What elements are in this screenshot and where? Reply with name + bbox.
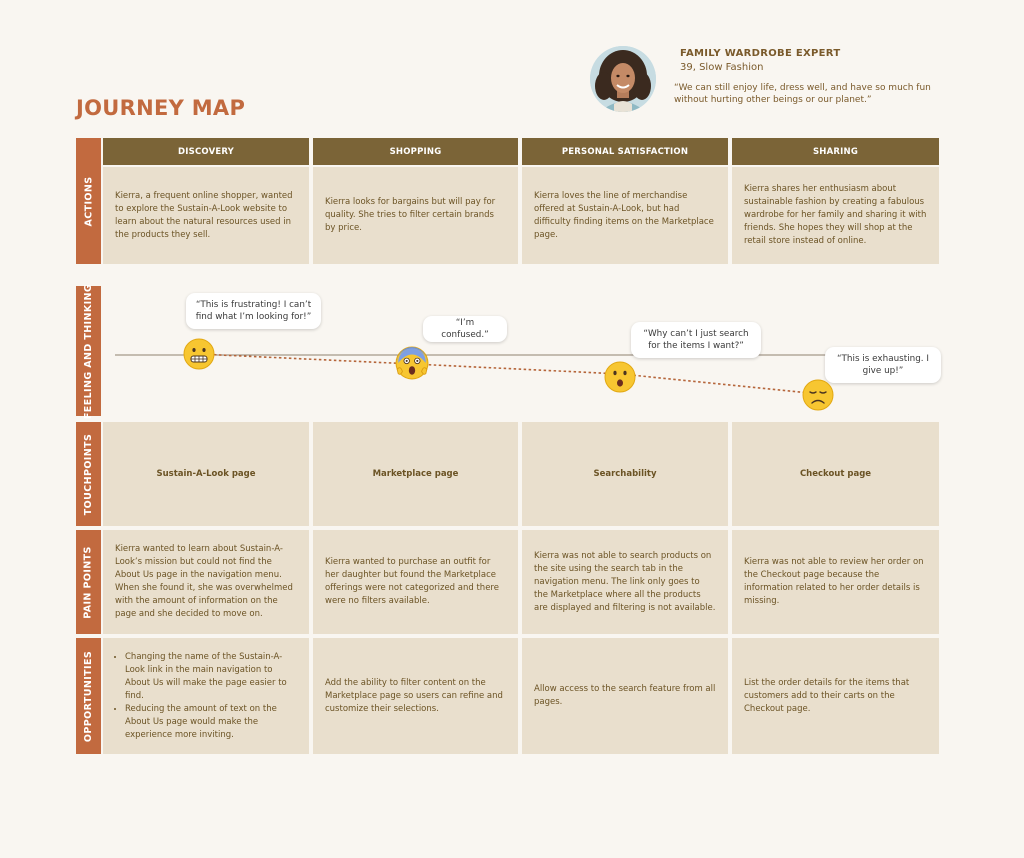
action-discovery: Kierra, a frequent online shopper, wanted to explore the Sustain-A-Look website to learn about the natural resources used in the products they sell.	[103, 167, 309, 264]
touchpoint-sharing: Checkout page	[732, 422, 939, 526]
row-label-feeling: FEELING AND THINKING	[76, 286, 101, 416]
pain-point-satisfaction: Kierra was not able to search products on the site using the search tab in the navigation menu. The link only goes to the Marketplace where all the products are displayed and filtering is not available.	[522, 530, 728, 634]
feeling-bubble-sharing: “This is exhausting. I give up!”	[825, 347, 941, 383]
action-shopping: Kierra looks for bargains but will pay for quality. She tries to filter certain brands by price.	[313, 167, 518, 264]
surprised-face-icon	[604, 361, 636, 393]
row-label-touchpoints: TOUCHPOINTS	[76, 422, 101, 526]
list-item: • Changing the name of the Sustain-A-Look link in the main navigation to About Us will make the page easier to find.	[125, 651, 297, 703]
grimacing-face-icon	[183, 338, 215, 370]
list-item: • Reducing the amount of text on the About Us page would make the experience more inviting.	[125, 703, 297, 742]
persona-avatar	[590, 46, 656, 112]
persona-quote: “We can still enjoy life, dress well, and have so much fun without hurting other beings or our planet.”	[674, 83, 931, 105]
opportunity-discovery	[103, 638, 309, 754]
row-label-opportunities: OPPORTUNITIES	[76, 638, 101, 754]
page-title: JOURNEY MAP	[76, 96, 246, 120]
touchpoint-satisfaction: Searchability	[522, 422, 728, 526]
persona-name: FAMILY WARDROBE EXPERT	[680, 48, 841, 59]
feeling-bubble-discovery: “This is frustrating! I can’t find what I’m looking for!”	[186, 293, 321, 329]
touchpoint-shopping: Marketplace page	[313, 422, 518, 526]
screaming-face-icon	[395, 346, 429, 380]
feeling-trend-line	[199, 354, 819, 394]
stage-header-discovery: DISCOVERY	[103, 138, 309, 165]
action-sharing: Kierra shares her enthusiasm about sustainable fashion by creating a fabulous wardrobe for her family and sharing it with friends. She hopes they will shop at the retail store instead of online.	[732, 167, 939, 264]
feeling-bubble-shopping: “I’m confused.”	[423, 316, 507, 342]
opportunity-discovery-list	[115, 651, 297, 742]
feeling-bubble-satisfaction: “Why can’t I just search for the items I want?”	[631, 322, 761, 358]
row-label-actions: ACTIONS	[76, 138, 101, 264]
pain-point-discovery: Kierra wanted to learn about Sustain-A-Look’s mission but could not find the About Us page in the navigation menu. When she found it, she was overwhelmed with the amount of information on the page and she decided to move on.	[103, 530, 309, 634]
touchpoint-discovery: Sustain-A-Look page	[103, 422, 309, 526]
stage-header-satisfaction: PERSONAL SATISFACTION	[522, 138, 728, 165]
pain-point-shopping: Kierra wanted to purchase an outfit for her daughter but found the Marketplace offerings were not categorized and there were no filters available.	[313, 530, 518, 634]
opportunity-shopping: Add the ability to filter content on the Marketplace page so users can refine and customize their selections.	[313, 638, 518, 754]
stage-header-sharing: SHARING	[732, 138, 939, 165]
stage-header-shopping: SHOPPING	[313, 138, 518, 165]
pain-point-sharing: Kierra was not able to review her order on the Checkout page because the information related to her order details is missing.	[732, 530, 939, 634]
opportunity-satisfaction: Allow access to the search feature from all pages.	[522, 638, 728, 754]
feeling-curve-area	[103, 286, 939, 416]
opportunity-sharing: List the order details for the items that customers add to their carts on the Checkout page.	[732, 638, 939, 754]
persona-subtitle: 39, Slow Fashion	[680, 62, 764, 73]
disappointed-face-icon	[802, 379, 834, 411]
row-label-pain-points: PAIN POINTS	[76, 530, 101, 634]
action-satisfaction: Kierra loves the line of merchandise offered at Sustain-A-Look, but had difficulty finding items on the Marketplace page.	[522, 167, 728, 264]
